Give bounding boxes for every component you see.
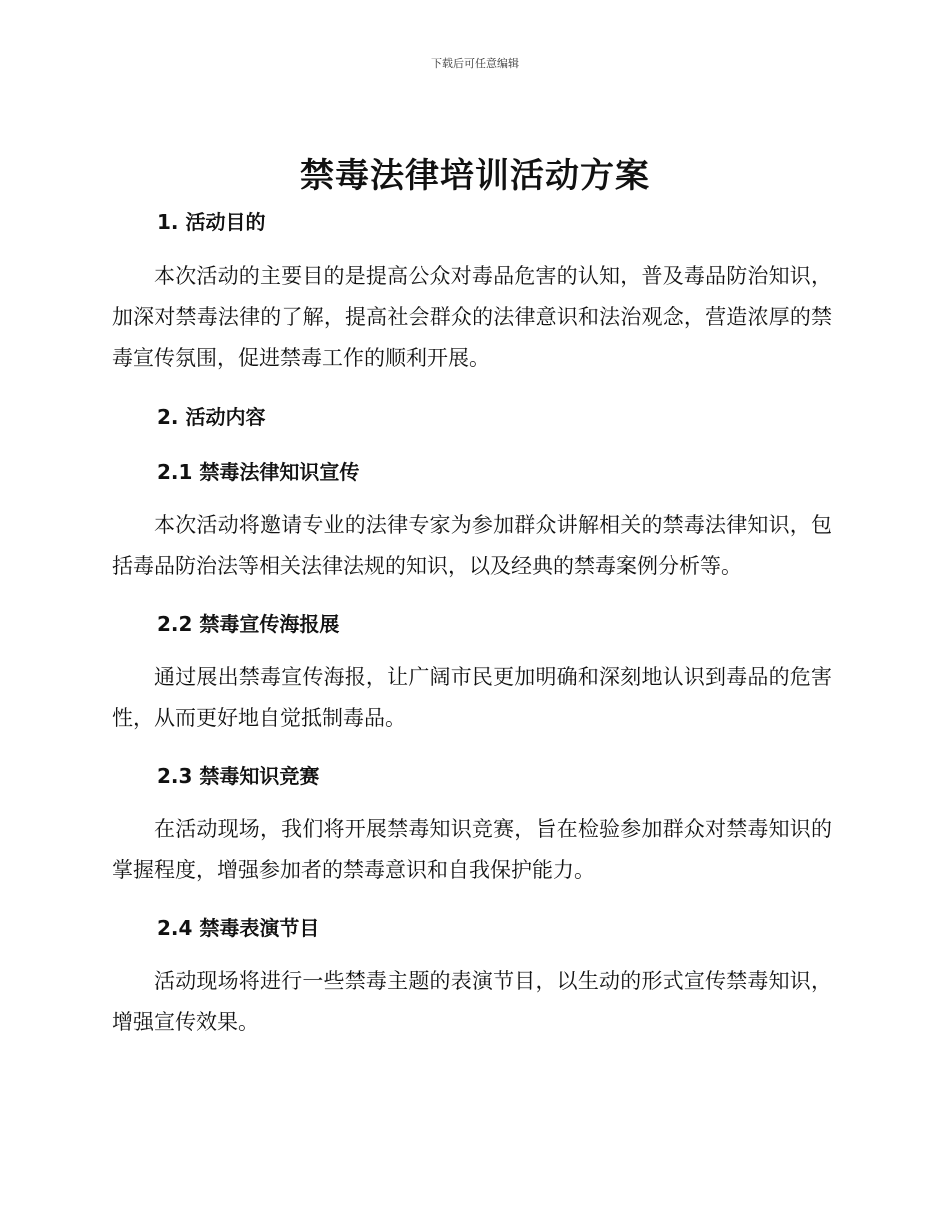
section-paragraph-1: 本次活动的主要目的是提高公众对毒品危害的认知，普及毒品防治知识，加深对禁毒法律的了解，提高社会群众的法律意识和法治观念，营造浓厚的禁毒宣传氛围，促进禁毒工作的顺利开展。 [112,264,832,370]
section-heading-2-1: 2.1 禁毒法律知识宣传 [157,460,360,484]
section-paragraph-2-4: 活动现场将进行一些禁毒主题的表演节目，以生动的形式宣传禁毒知识，增强宣传效果。 [112,969,832,1034]
section-paragraph-2-3: 在活动现场，我们将开展禁毒知识竞赛，旨在检验参加群众对禁毒知识的掌握程度，增强参加者的禁毒意识和自我保护能力。 [112,817,832,882]
section-paragraph-2-1: 本次活动将邀请专业的法律专家为参加群众讲解相关的禁毒法律知识，包括毒品防治法等相关法律法规的知识，以及经典的禁毒案例分析等。 [112,513,832,578]
section-heading-2-3: 2.3 禁毒知识竞赛 [157,764,320,788]
section-heading-1: 1. 活动目的 [157,210,266,234]
section-heading-2: 2. 活动内容 [157,405,266,429]
header-note: 下载后可任意编辑 [431,57,519,70]
section-heading-2-2: 2.2 禁毒宣传海报展 [157,612,340,636]
section-paragraph-2-2: 通过展出禁毒宣传海报，让广阔市民更加明确和深刻地认识到毒品的危害性，从而更好地自觉抵制毒品。 [112,665,832,730]
document-title: 禁毒法律培训活动方案 [300,156,650,196]
section-heading-2-4: 2.4 禁毒表演节目 [157,916,320,940]
